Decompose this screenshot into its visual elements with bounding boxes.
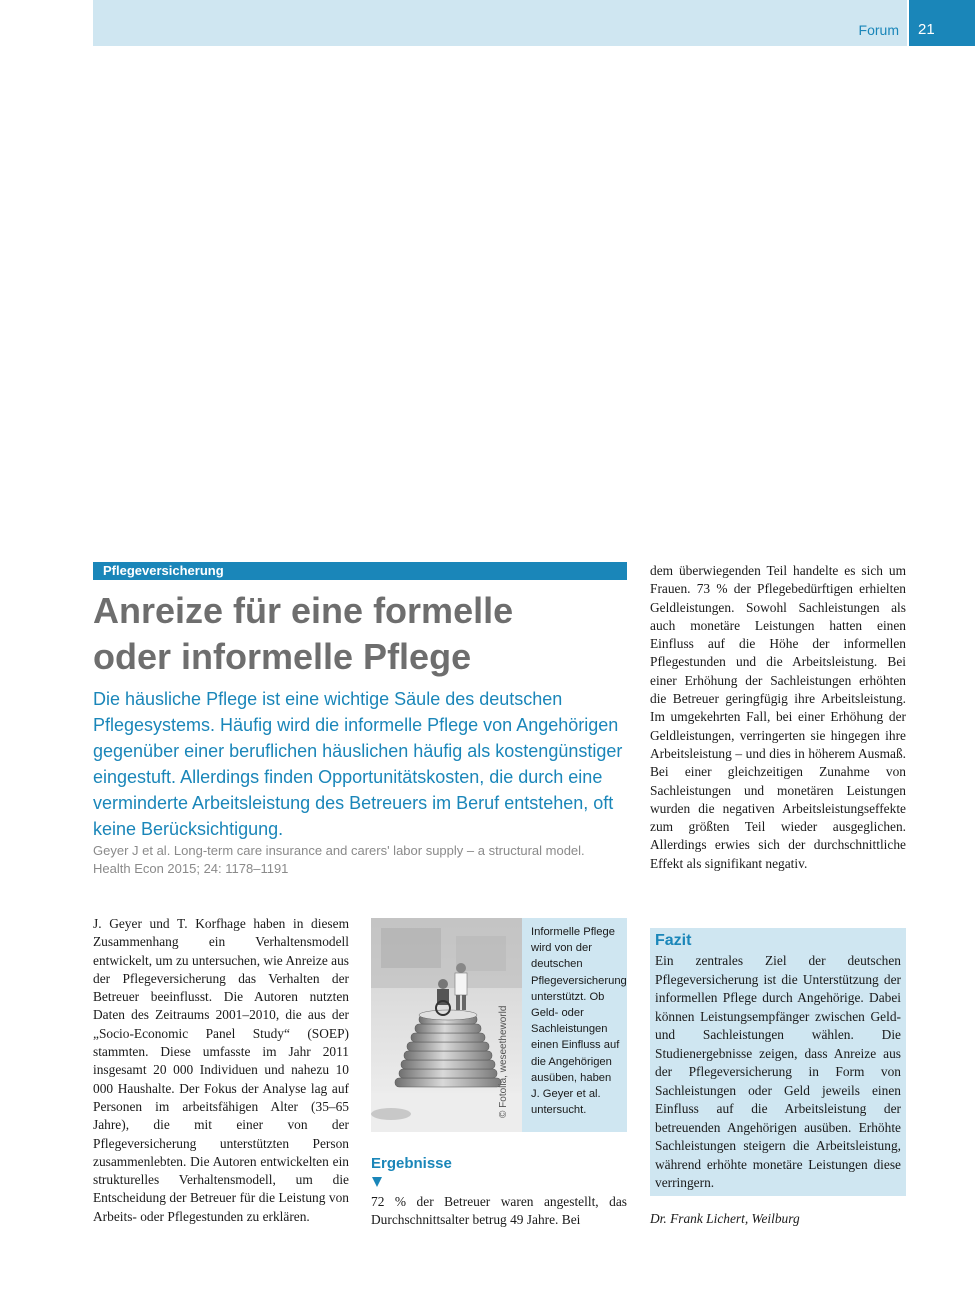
coin-stack-photo [371, 918, 522, 1132]
headline-line-1: Anreize für eine formelle [93, 590, 514, 631]
header-section-label: Forum [858, 22, 899, 38]
article-citation [93, 842, 633, 878]
header-bar [93, 0, 907, 46]
figure-caption-box [522, 918, 627, 1132]
fazit-heading: Fazit [655, 932, 692, 949]
results-paragraph-continued: dem überwiegenden Teil handelte es sich um Frauen. 73 % der Pflegebedürftigen erhielten Geldleistungen. Sowohl Sachleistungen als auch monetäre Leistungen hatten einen Einfluss auf die Höhe der informellen Pflegestunden und die Arbeitsleistung. Bei einer Erhöhung der Sachleistungen erhöhten die Betreuer geringfügig ihre Arbeitsleistung. Im umgekehrten Fall, bei einer Erhöhung der Geldleistungen, verringerten sie hingegen ihre Arbeitsleistung – und dies in höherem Ausmaß. Bei einer gleichzeitigen Zunahme von Sachleistungen und monetären Leistungen wurden die negativen Arbeitsleistungseffekte zum größten Teil wieder ausgeglichen. Allerdings erwies sich der durchschnittliche Effekt als signifikant negativ. [650, 563, 906, 871]
fazit-box [650, 928, 906, 1196]
article-headline [93, 588, 633, 680]
topic-bar [93, 562, 627, 580]
photo-credit: © Fotolia, weseetheworld [498, 1005, 509, 1118]
figure-caption: Informelle Pflege wird von der deutschen Pflegeversicherung unterstützt. Ob Geld- oder Sachleistungen einen Einfluss auf die Angehörigen ausüben, haben J. Geyer et al. untersucht. [531, 926, 627, 1117]
headline-line-2: oder informelle Pflege [93, 636, 472, 677]
article-lead: Die häusliche Pflege ist eine wichtige Säule des deutschen Pflegesystems. Häufig wird die informelle Pflege von Angehörigen gegenüber einer beruflichen häuslichen häufig als kostengünstiger eingestuft. Allerdings finden Opportunitätskosten, die durch eine verminderte Arbeitsleistung des Betreuers im Beruf entstehen, oft keine Berücksichtigung. [93, 689, 623, 839]
page-number: 21 [918, 21, 935, 38]
author-signature: Dr. Frank Lichert, Weilburg [650, 1211, 800, 1226]
triangle-down-icon [372, 1177, 382, 1187]
results-paragraph-start: 72 % der Betreuer waren angestellt, das Durchschnittsalter betrug 49 Jahre. Bei [371, 1194, 627, 1228]
fazit-text: Ein zentrales Ziel der deutschen Pflegeversicherung ist die Unterstützung der informellen Pflege durch Angehörige. Dabei können Leistungsempfänger zwischen Geld- und Sachleistungen wählen. Die Studienergebnisse zeigen, dass Anreize aus der Pflegeversicherung in Form von Sachleistungen oder Geld jeweils einen Einfluss auf die Arbeitsleistung der betreuenden Angehörigen ausüben. Erhöhte Sachleistungen steigern die Arbeitsleistung, während erhöhte monetäre Leistungen diese verringern. [655, 953, 901, 1190]
citation-line-1: Geyer J et al. Long-term care insurance and carers' labor supply – a structural model. [93, 843, 585, 858]
citation-line-2: Health Econ 2015; 24: 1178–1191 [93, 861, 289, 876]
intro-paragraph: J. Geyer und T. Korfhage haben in diesem Zusammenhang ein Verhaltensmodell entwickelt, um zu untersuchen, wie Anreize aus der Pflegeversicherung das Verhalten der Betreuer beeinflusst. Die Autoren nutzten Daten des Zeitraums 2001–2010, die aus der „Socio-Economic Panel Study“ (SOEP) stammten. Diese umfasste im Jahr 2011 insgesamt 20 000 Individuen und nahezu 10 000 Haushalte. Der Fokus der Analyse lag auf Personen im arbeitsfähigen Alter (35–65 Jahre), die mit einer von der Pflegeversicherung unterstützten Person zusammenlebten. Die Autoren entwickelten ein strukturelles Verhaltensmodell, um die Entscheidung der Betreuer für die Leistung von Arbeits- oder Pflegestunden zu erklären. [93, 916, 349, 1224]
topic-label: Pflegeversicherung [103, 563, 224, 578]
page-number-box [907, 0, 975, 46]
results-heading: Ergebnisse [371, 1155, 452, 1172]
